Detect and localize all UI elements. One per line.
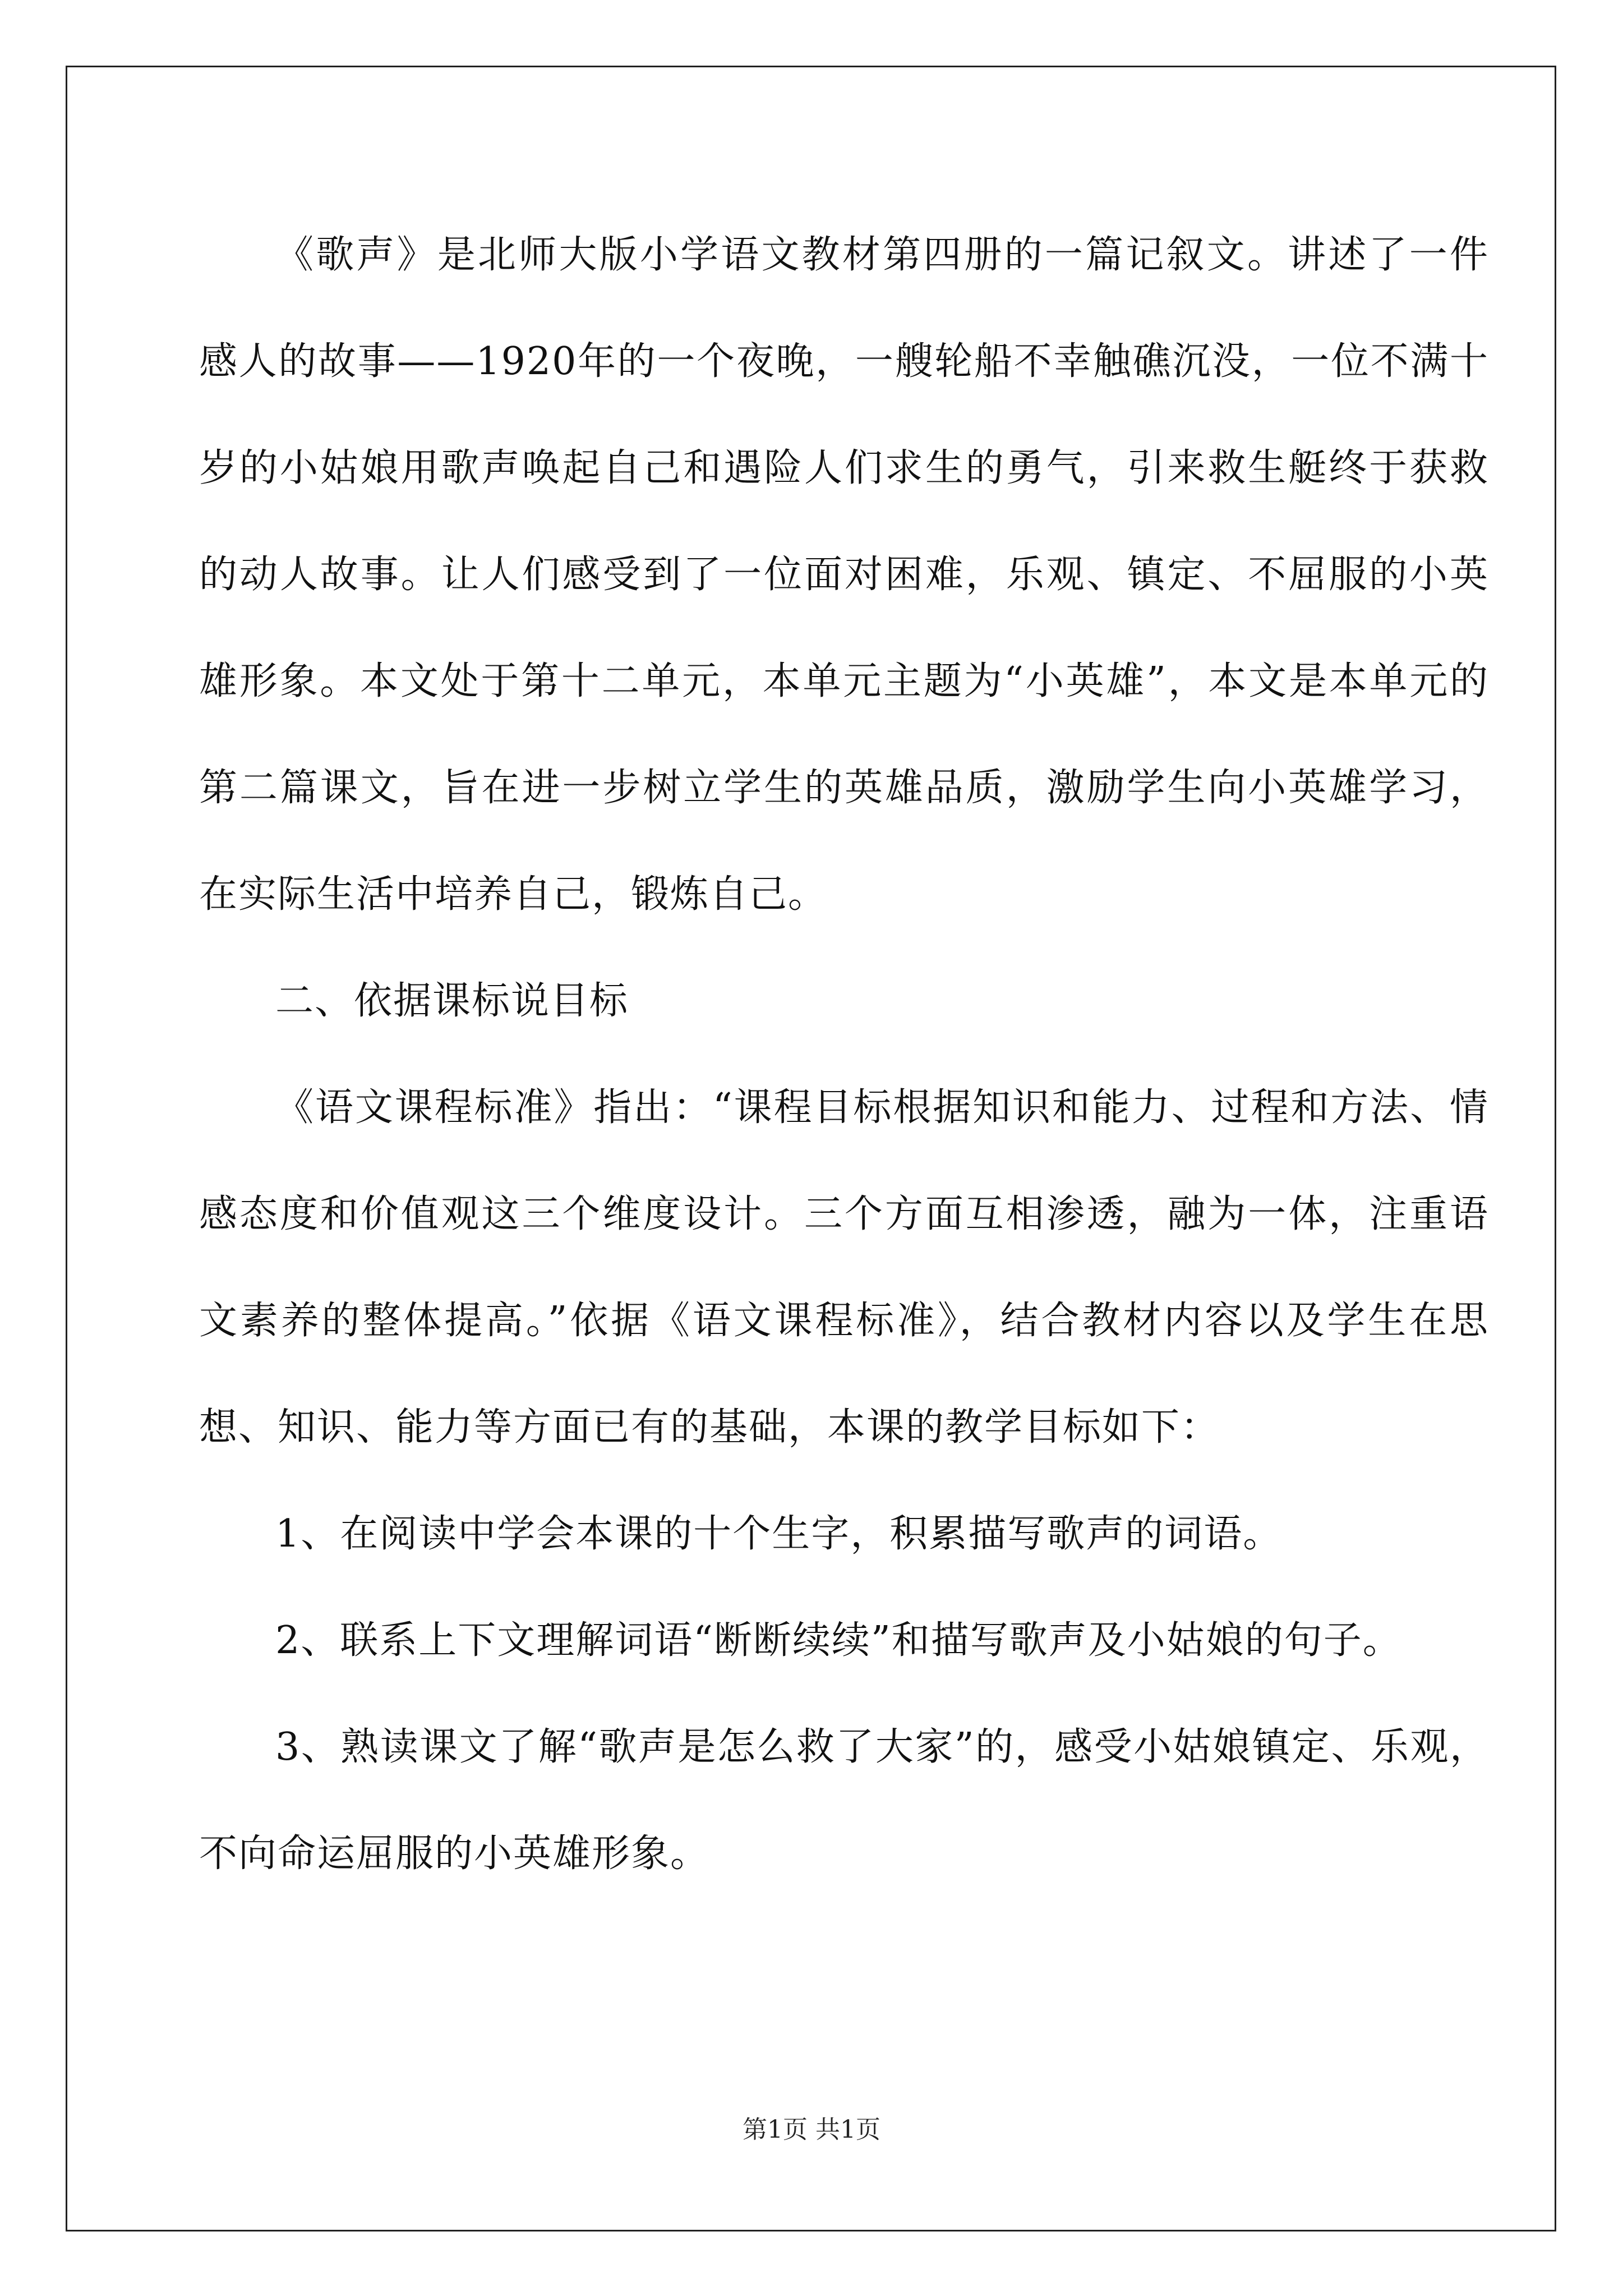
paragraph-intro: 《歌声》是北师大版小学语文教材第四册的一篇记叙文。讲述了一件感人的故事——1920年的一个夜晚，一艘轮船不幸触礁沉没，一位不满十岁的小姑娘用歌声唤起自己和遇险人们求生的勇气，引来救生艇终于获救的动人故事。让人们感受到了一位面对困难，乐观、镇定、不屈服的小英雄形象。本文处于第十二单元，本单元主题为“小英雄”，本文是本单元的第二篇课文，旨在进一步树立学生的英雄品质，激励学生向小英雄学习，在实际生活中培养自己，锻炼自己。 <box>199 233 1489 917</box>
objective-item-1: 1、在阅读中学会本课的十个生字，积累描写歌声的词语。 <box>275 1512 1283 1556</box>
objective-item-3: 3、熟读课文了解“歌声是怎么救了大家”的，感受小姑娘镇定、乐观，不向命运屈服的小英雄形象。 <box>199 1725 1489 1876</box>
document-body <box>199 202 1489 1907</box>
section-heading-objectives: 二、依据课标说目标 <box>275 979 629 1023</box>
page-number-footer: 第1页 共1页 <box>743 2115 880 2144</box>
objective-item-2: 2、联系上下文理解词语“断断续续”和描写歌声及小姑娘的句子。 <box>275 1618 1402 1663</box>
paragraph-curriculum: 《语文课程标准》指出：“课程目标根据知识和能力、过程和方法、情感态度和价值观这三个维度设计。三个方面互相渗透，融为一体，注重语文素养的整体提高。”依据《语文课程标准》，结合教材内容以及学生在思想、知识、能力等方面已有的基础，本课的教学目标如下： <box>199 1085 1489 1450</box>
